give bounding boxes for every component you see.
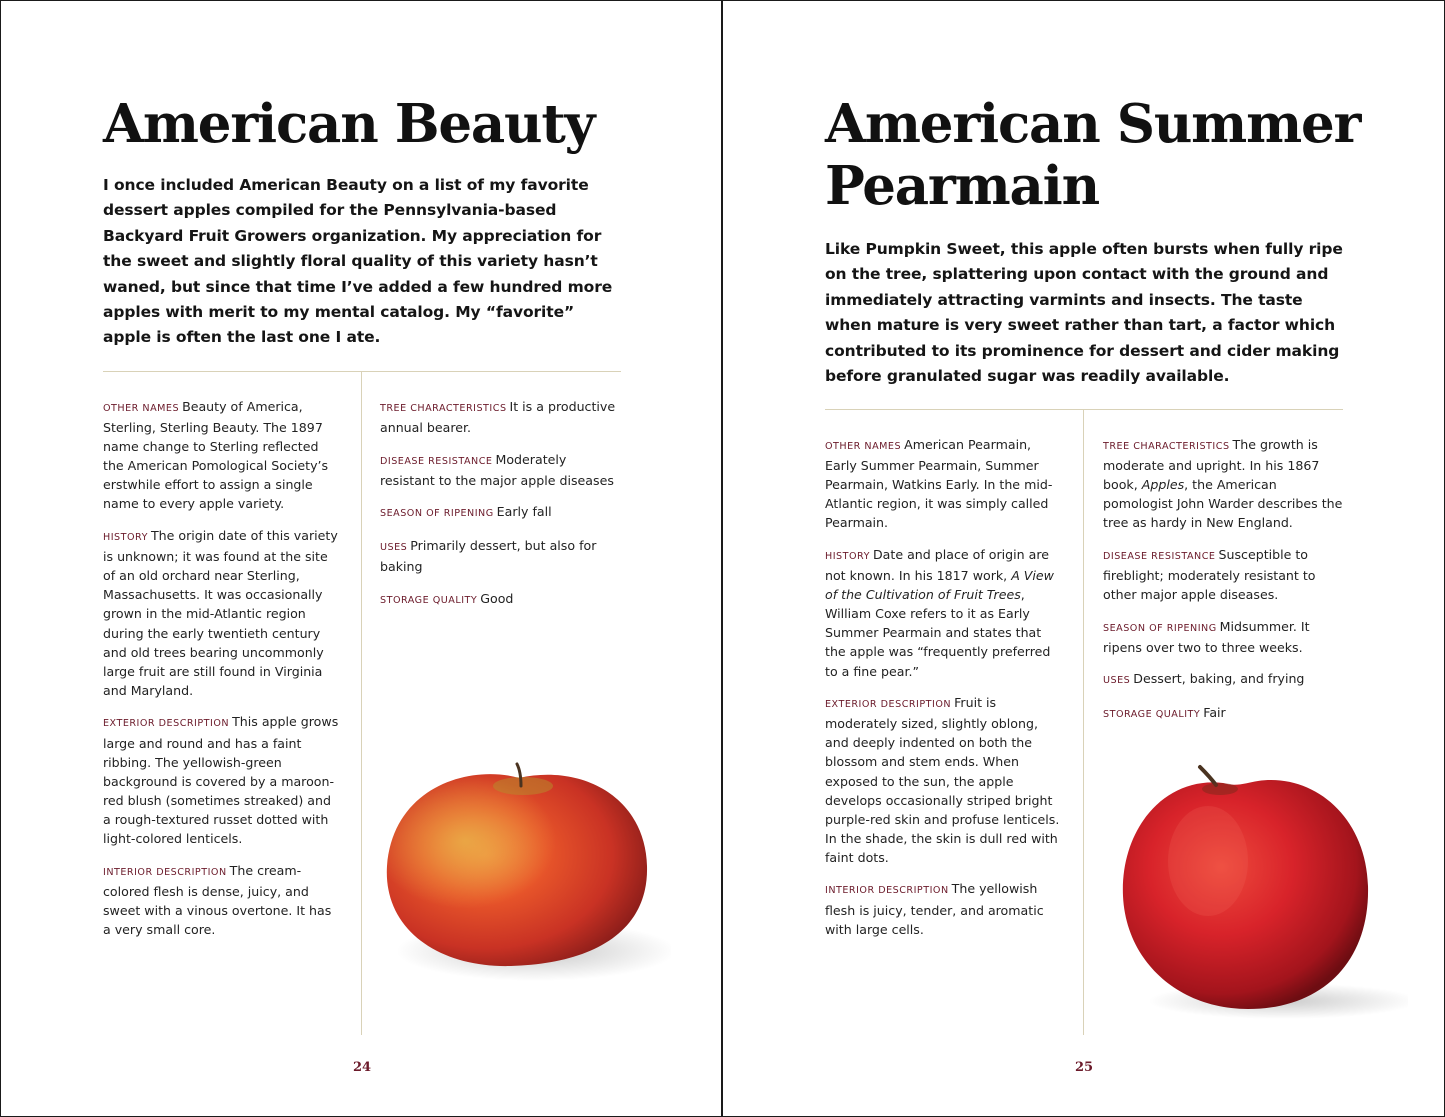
right-page [722, 0, 1445, 1117]
text-interior-description: The yellowish flesh is juicy, tender, and aromatic with large cells. [825, 881, 1044, 937]
intro-paragraph: I once included American Beauty on a list of my favorite dessert apples compiled for the Pennsylvania-based Backyard Fruit Growers organization. My appreciation for the sweet and slightly floral quality of this variety hasn’t waned, but since that time I’ve added a few hundred more apples with merit to my mental catalog. My “favorite” apple is often the last one I ate. [103, 176, 613, 347]
text-season-of-ripening: Early fall [496, 504, 552, 520]
apple-photo-american-beauty [371, 756, 671, 986]
page-number: 24 [353, 1060, 372, 1075]
text-exterior-description: Fruit is moderately sized, slightly oblong, and deeply indented on both the blossom and stem ends. When exposed to the sun, the apple develops occasionally striped bright purple-red skin and profuse lenticels. In the shade, the skin is dull red with faint dots. [825, 695, 1060, 865]
entry-tree-characteristics [1103, 435, 1345, 532]
text-uses: Primarily dessert, but also for baking [380, 537, 597, 575]
title-line-2: Pearmain [825, 155, 1099, 217]
entry-disease-resistance [1103, 545, 1345, 604]
label-uses: USES [380, 541, 408, 553]
label-exterior-description: EXTERIOR DESCRIPTION [825, 699, 952, 711]
entry-history [825, 545, 1063, 681]
label-exterior-description: EXTERIOR DESCRIPTION [103, 718, 230, 730]
label-history: HISTORY [103, 532, 148, 544]
label-tree-characteristics: TREE CHARACTERISTICS [1103, 441, 1230, 452]
entry-tree-characteristics [380, 397, 622, 437]
column-divider [361, 371, 362, 1035]
text-other-names: Beauty of America, Sterling, Sterling Beauty. The 1897 name change to Sterling reflected the American Pomological Society’s erstwhile effort to assign a single name to every apple variety. [103, 399, 329, 512]
text-storage-quality: Fair [1203, 705, 1226, 721]
text-disease-resistance: Moderately resistant to the major apple diseases [380, 451, 614, 488]
intro-paragraph: Like Pumpkin Sweet, this apple often bursts when fully ripe on the tree, splattering upon contact with the ground and immediately attracting varmints and insects. The taste when mature is very sweet rather than tart, a factor which contributed to its prominence for dessert and cider making before granulated sugar was readily available. [825, 240, 1343, 386]
label-other-names: OTHER NAMES [103, 403, 180, 414]
text-interior-description: The cream-colored flesh is dense, juicy, and sweet with a vinous overtone. It has a very small core. [103, 862, 332, 937]
left-page [0, 0, 722, 1117]
right-column [380, 397, 622, 622]
label-tree-characteristics: TREE CHARACTERISTICS [380, 403, 507, 414]
text-tree-characteristics: It is a productive annual bearer. [380, 399, 616, 436]
entry-uses [1103, 669, 1345, 690]
page-title [825, 93, 1360, 217]
entry-uses [380, 536, 622, 576]
left-column [825, 435, 1063, 951]
text-history-book-title: A View of the Cultivation of Fruit Trees [825, 568, 1054, 603]
entry-exterior-description [825, 693, 1063, 867]
text-history-pre: Date and place of origin are not known. In his 1817 work, [825, 546, 1050, 584]
label-history: HISTORY [825, 550, 870, 562]
entry-season-of-ripening [380, 502, 622, 523]
page-number: 25 [1075, 1060, 1094, 1075]
entry-season-of-ripening [1103, 617, 1345, 657]
label-disease-resistance: DISEASE RESISTANCE [1103, 550, 1216, 562]
column-divider [1083, 409, 1084, 1035]
text-storage-quality: Good [480, 590, 514, 606]
label-storage-quality: STORAGE QUALITY [1103, 709, 1201, 721]
text-exterior-description: This apple grows large and round and has a faint ribbing. The yellowish-green background is covered by a maroon-red blush (sometimes streaked) and a rough-textured russet dotted with light-colored lenticels. [103, 714, 339, 846]
label-disease-resistance: DISEASE RESISTANCE [380, 455, 493, 467]
text-history-post: , William Coxe refers to it as Early Summer Pearmain and states that the apple was “frequently preferred to a fine pear.” [825, 587, 1051, 679]
entry-other-names [103, 397, 341, 514]
entry-history [103, 526, 341, 700]
apple-photo-american-summer-pearmain [1108, 761, 1408, 1021]
entry-storage-quality [1103, 703, 1345, 724]
entry-other-names [825, 435, 1063, 532]
horizontal-rule [103, 371, 621, 372]
title-line-1: American Summer [825, 93, 1361, 155]
label-interior-description: INTERIOR DESCRIPTION [103, 866, 227, 878]
label-season-of-ripening: SEASON OF RIPENING [1103, 622, 1217, 634]
horizontal-rule [825, 409, 1343, 410]
text-tree-characteristics-book-title: Apples [1141, 477, 1185, 493]
text-season-of-ripening: Midsummer. It ripens over two to three weeks. [1103, 618, 1310, 655]
label-interior-description: INTERIOR DESCRIPTION [825, 885, 949, 897]
entry-disease-resistance [380, 450, 622, 490]
entry-interior-description [825, 879, 1063, 938]
label-uses: USES [1103, 675, 1131, 687]
label-season-of-ripening: SEASON OF RIPENING [380, 508, 494, 520]
text-disease-resistance: Susceptible to fireblight; moderately resistant to other major apple diseases. [1103, 546, 1316, 603]
text-tree-characteristics-post: , the American pomologist John Warder describes the tree as hardy in New England. [1103, 477, 1343, 531]
text-tree-characteristics-pre: The growth is moderate and upright. In his 1867 book, [1103, 437, 1320, 493]
entry-storage-quality [380, 589, 622, 610]
text-other-names: American Pearmain, Early Summer Pearmain, Summer Pearmain, Watkins Early. In the mid-Atlantic region, it was simply called Pearmain. [825, 437, 1053, 531]
text-history: The origin date of this variety is unknown; it was found at the site of an old orchard near Sterling, Massachusetts. It was occasionally grown in the mid-Atlantic region during the early twentieth century and old trees bearing uncommonly large fruit are still found in Virginia and Maryland. [103, 528, 338, 698]
entry-exterior-description [103, 712, 341, 848]
left-column [103, 397, 341, 951]
label-other-names: OTHER NAMES [825, 441, 902, 452]
text-uses: Dessert, baking, and frying [1133, 671, 1305, 687]
right-column [1103, 435, 1345, 737]
label-storage-quality: STORAGE QUALITY [380, 594, 478, 606]
page-title: American Beauty [103, 93, 595, 155]
entry-interior-description [103, 861, 341, 939]
